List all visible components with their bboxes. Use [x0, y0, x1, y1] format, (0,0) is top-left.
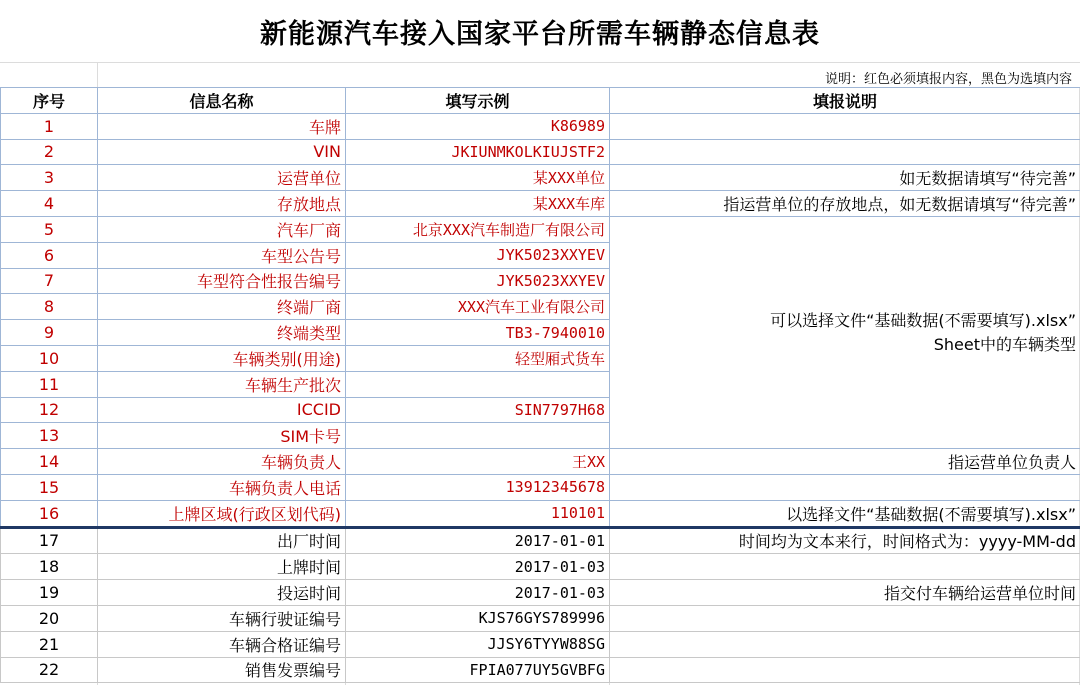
- table-row: [1, 605, 1080, 631]
- table-row: [1, 216, 1080, 242]
- row-number-cell[interactable]: 4: [1, 191, 98, 217]
- fill-note-cell[interactable]: 指运营单位的存放地点，如无数据请填写“待完善”: [610, 191, 1080, 217]
- example-cell[interactable]: FPIA077UY5GVBFG: [346, 657, 610, 683]
- info-name-cell[interactable]: 存放地点: [98, 191, 346, 217]
- info-name-cell[interactable]: ICCID: [98, 397, 346, 423]
- example-cell[interactable]: XXX汽车工业有限公司: [346, 294, 610, 320]
- table-row: [1, 554, 1080, 580]
- header-desc[interactable]: 填报说明: [610, 88, 1080, 114]
- header-no[interactable]: 序号: [1, 88, 98, 114]
- sheet-title: 新能源汽车接入国家平台所需车辆静态信息表: [0, 0, 1080, 62]
- example-cell[interactable]: 2017-01-01: [346, 527, 610, 554]
- header-row: [1, 88, 1080, 114]
- row-number-cell[interactable]: 21: [1, 631, 98, 657]
- info-name-cell[interactable]: 车牌: [98, 113, 346, 139]
- example-cell[interactable]: JYK5023XXYEV: [346, 268, 610, 294]
- fill-note-cell[interactable]: [610, 474, 1080, 500]
- info-name-cell[interactable]: 车辆负责人: [98, 449, 346, 475]
- row-number-cell[interactable]: 2: [1, 139, 98, 165]
- example-cell[interactable]: 王XX: [346, 449, 610, 475]
- row-number-cell[interactable]: 7: [1, 268, 98, 294]
- info-name-cell[interactable]: 销售发票编号: [98, 657, 346, 683]
- example-cell[interactable]: [346, 423, 610, 449]
- row-number-cell[interactable]: 6: [1, 242, 98, 268]
- table-row: [1, 165, 1080, 191]
- table-row: [1, 527, 1080, 554]
- example-cell[interactable]: 北京XXX汽车制造厂有限公司: [346, 216, 610, 242]
- row-number-cell[interactable]: 3: [1, 165, 98, 191]
- table-row: [1, 631, 1080, 657]
- example-cell[interactable]: KJS76GYS789996: [346, 605, 610, 631]
- table-row: [1, 474, 1080, 500]
- example-cell[interactable]: [346, 371, 610, 397]
- example-cell[interactable]: JJSY6TYYW88SG: [346, 631, 610, 657]
- row-number-cell[interactable]: 18: [1, 554, 98, 580]
- example-cell[interactable]: SIN7797H68: [346, 397, 610, 423]
- vehicle-info-table: [0, 87, 1080, 683]
- table-row: [1, 449, 1080, 475]
- row-number-cell[interactable]: 5: [1, 216, 98, 242]
- table-row: [1, 191, 1080, 217]
- row-number-cell[interactable]: 13: [1, 423, 98, 449]
- merged-desc-cell[interactable]: [610, 216, 1080, 448]
- table-row: [1, 113, 1080, 139]
- row-number-cell[interactable]: 14: [1, 449, 98, 475]
- info-name-cell[interactable]: 终端厂商: [98, 294, 346, 320]
- info-name-cell[interactable]: 车辆类别(用途): [98, 345, 346, 371]
- header-example[interactable]: 填写示例: [346, 88, 610, 114]
- info-name-cell[interactable]: 车辆负责人电话: [98, 474, 346, 500]
- info-name-cell[interactable]: 车辆行驶证编号: [98, 605, 346, 631]
- info-name-cell[interactable]: VIN: [98, 139, 346, 165]
- row-number-cell[interactable]: 22: [1, 657, 98, 683]
- fill-note-cell[interactable]: [610, 631, 1080, 657]
- fill-note-cell[interactable]: [610, 113, 1080, 139]
- merged-desc-line: Sheet中的车辆类型: [933, 334, 1076, 354]
- merged-desc-line: 可以选择文件“基础数据(不需要填写).xlsx”: [770, 310, 1076, 330]
- fill-note-cell[interactable]: [610, 139, 1080, 165]
- info-name-cell[interactable]: 汽车厂商: [98, 216, 346, 242]
- fill-note-cell[interactable]: 时间均为文本来行，时间格式为：yyyy-MM-dd: [610, 527, 1080, 554]
- row-number-cell[interactable]: 11: [1, 371, 98, 397]
- row-number-cell[interactable]: 8: [1, 294, 98, 320]
- fill-note-cell[interactable]: 指运营单位负责人: [610, 449, 1080, 475]
- fill-note-cell[interactable]: 以选择文件“基础数据(不需要填写).xlsx”: [610, 500, 1080, 527]
- fill-note-cell[interactable]: [610, 554, 1080, 580]
- example-cell[interactable]: K86989: [346, 113, 610, 139]
- example-cell[interactable]: TB3-7940010: [346, 320, 610, 346]
- header-name[interactable]: 信息名称: [98, 88, 346, 114]
- note-row: [0, 62, 1080, 88]
- info-name-cell[interactable]: 车辆生产批次: [98, 371, 346, 397]
- example-cell[interactable]: 13912345678: [346, 474, 610, 500]
- table-row: [1, 500, 1080, 527]
- row-number-cell[interactable]: 1: [1, 113, 98, 139]
- info-name-cell[interactable]: 出厂时间: [98, 527, 346, 554]
- info-name-cell[interactable]: 车辆合格证编号: [98, 631, 346, 657]
- fill-note-cell[interactable]: 指交付车辆给运营单位时间: [610, 580, 1080, 606]
- example-cell[interactable]: 某XXX单位: [346, 165, 610, 191]
- info-name-cell[interactable]: 投运时间: [98, 580, 346, 606]
- table-row: [1, 657, 1080, 683]
- fill-note-cell[interactable]: [610, 657, 1080, 683]
- example-cell[interactable]: JYK5023XXYEV: [346, 242, 610, 268]
- example-cell[interactable]: 2017-01-03: [346, 554, 610, 580]
- row-number-cell[interactable]: 9: [1, 320, 98, 346]
- example-cell[interactable]: 2017-01-03: [346, 580, 610, 606]
- legend-note: 说明：红色必须填报内容，黑色为选填内容: [824, 72, 1072, 87]
- info-name-cell[interactable]: 终端类型: [98, 320, 346, 346]
- example-cell[interactable]: 110101: [346, 500, 610, 527]
- row-number-cell[interactable]: 10: [1, 345, 98, 371]
- row-number-cell[interactable]: 20: [1, 605, 98, 631]
- info-name-cell[interactable]: 上牌时间: [98, 554, 346, 580]
- row-number-cell[interactable]: 15: [1, 474, 98, 500]
- info-name-cell[interactable]: SIM卡号: [98, 423, 346, 449]
- fill-note-cell[interactable]: [610, 605, 1080, 631]
- table-row: [1, 139, 1080, 165]
- info-name-cell[interactable]: 运营单位: [98, 165, 346, 191]
- row-number-cell[interactable]: 16: [1, 500, 98, 527]
- info-name-cell[interactable]: 车型符合性报告编号: [98, 268, 346, 294]
- row-number-cell[interactable]: 12: [1, 397, 98, 423]
- row-number-cell[interactable]: 17: [1, 527, 98, 554]
- fill-note-cell[interactable]: 如无数据请填写“待完善”: [610, 165, 1080, 191]
- example-cell[interactable]: 某XXX车库: [346, 191, 610, 217]
- info-name-cell[interactable]: 车型公告号: [98, 242, 346, 268]
- row-number-cell[interactable]: 19: [1, 580, 98, 606]
- example-cell[interactable]: 轻型厢式货车: [346, 345, 610, 371]
- info-name-cell[interactable]: 上牌区域(行政区划代码): [98, 500, 346, 527]
- table-row: [1, 580, 1080, 606]
- example-cell[interactable]: JKIUNMKOLKIUJSTF2: [346, 139, 610, 165]
